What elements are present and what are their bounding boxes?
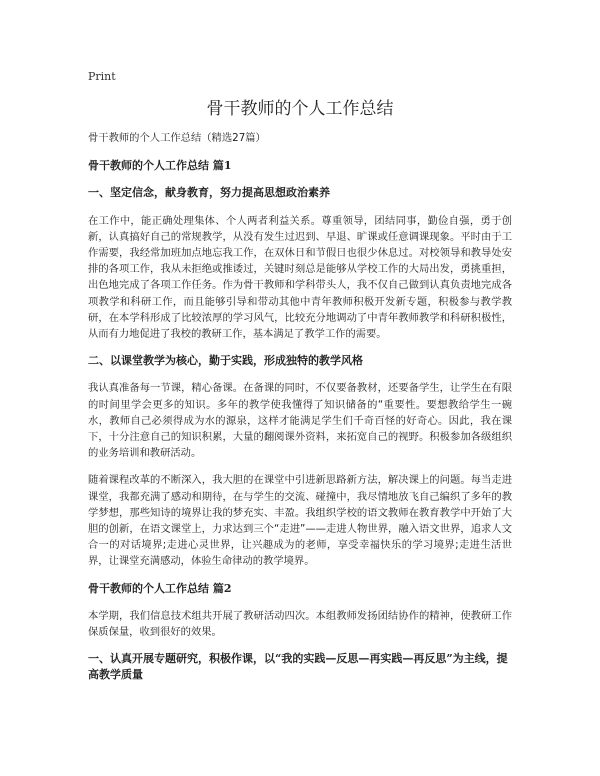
print-label[interactable]: Print bbox=[88, 70, 116, 83]
document-title: 骨干教师的个人工作总结 bbox=[206, 99, 394, 119]
article-heading-2: 骨干教师的个人工作总结 篇2 bbox=[88, 581, 232, 595]
document-body bbox=[88, 130, 512, 695]
article-heading-1: 骨干教师的个人工作总结 篇1 bbox=[88, 159, 232, 173]
section-heading-1-1: 一、坚定信念，献身教育，努力提高思想政治素养 bbox=[88, 186, 330, 200]
document-subtitle: 骨干教师的个人工作总结（精选27篇） bbox=[88, 132, 266, 144]
section-heading-2-1: 一、认真开展专题研究，积极作课，以“我的实践—反思—再实践—再反思”为主线，提高教学质量 bbox=[88, 652, 508, 682]
section-heading-1-2: 二、以课堂教学为核心，勤于实践，形成独特的教学风格 bbox=[88, 354, 363, 368]
paragraph-1-2a: 我认真准备每一节课，精心备课。在备课的同时，不仅要备教材，还要备学生，让学生在有限的时间里学会更多的知识。多年的教学使我懂得了知识储备的“重要性。要想教给学生一碗水，教师自己必须得成为水的源泉，这样才能满足学生们千奇百怪的好奇心。因此，我在课下，十分注意自己的知识积累，大量的翻阅课外资料，来拓宽自己的视野。积极参加各级组织的业务培训和教研活动。 bbox=[88, 382, 512, 460]
paragraph-1-1: 在工作中，能正确处理集体、个人两者利益关系。尊重领导，团结同事，勤俭自强，勇于创新，认真搞好自己的常规教学，从没有发生过迟到、早退、旷课或任意调课现象。平时由于工作需要，我经常加班加点地忘我工作，在双休日和节假日也很少休息过。对校领导和教导处安排的各项工作，我从未拒绝或推诿过，关键时刻总是能够从学校工作的大局出发，勇挑重担，出色地完成了各项工作任务。作为骨干教师和学科带头人，我不仅自己做到认真负责地完成各项教学和科研工作，而且能够引导和带动其他中青年教师积极开发新专题，积极参与教学教研，在本学科形成了比较浓厚的学习风气，比较充分地调动了中青年教师教学和科研积极性，从而有力地促进了我校的教研工作，基本满足了教学工作的需要。 bbox=[88, 214, 512, 341]
paragraph-1-2b: 随着课程改革的不断深入，我大胆的在课堂中引进新思路新方法，解决课上的问题。每当走进课堂，我都充满了感动和期待，在与学生的交流、碰撞中，我尽情地放飞自己编织了多年的教学梦想，那些知诗的境界让我的梦充实、丰盈。我组织学校的语文教师在教育教学中开始了大胆的创新，在语文课堂上，力求达到三个“走进”——走进人物世界，融入语文世界，追求人文合一的对话境界;走进心灵世界，让兴趣成为的老师，享受幸福快乐的学习境界;走进生活世界，让课堂充满感动，体验生命律动的教学境界。 bbox=[88, 474, 512, 568]
paragraph-2-intro: 本学期，我们信息技术组共开展了教研活动四次。本组教师发扬团结协作的精神，使教研工作保质保量，收到很好的效果。 bbox=[88, 609, 512, 639]
